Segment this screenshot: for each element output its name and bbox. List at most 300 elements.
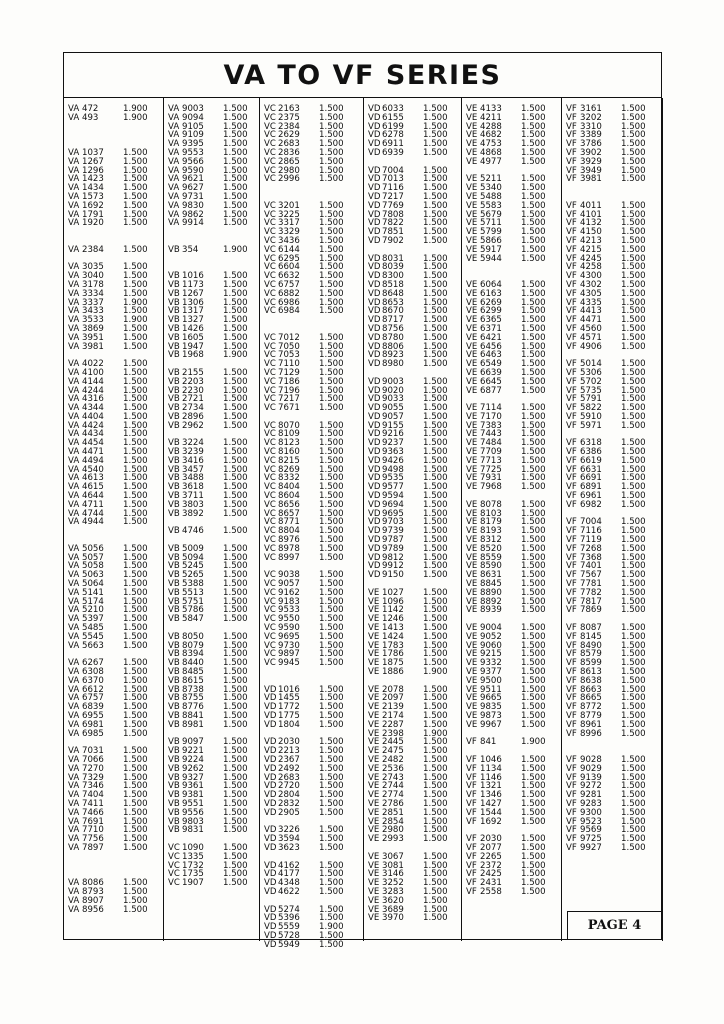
part-number: 9004 [480, 623, 502, 634]
part-number: 2558 [480, 886, 502, 897]
price: 1.500 [223, 411, 248, 422]
part-number: 9812 [382, 552, 404, 563]
series-code: VF [566, 262, 577, 273]
price: 1.900 [423, 728, 448, 739]
series-code: VE [466, 359, 478, 370]
series-code: VD [264, 763, 277, 774]
part-number: 5791 [580, 394, 602, 405]
series-code: VD [368, 385, 381, 396]
series-code: VC [264, 587, 276, 598]
price: 1.500 [621, 790, 646, 801]
part-number: 9052 [480, 631, 502, 642]
part-number: 2482 [382, 754, 404, 765]
series-code: VF [566, 517, 577, 528]
series-code: VF [566, 139, 577, 150]
part-number: 4316 [82, 394, 104, 405]
price: 1.500 [223, 491, 248, 502]
part-number: 9731 [182, 191, 204, 202]
price: 1.500 [521, 464, 546, 475]
series-code: VF [566, 719, 577, 730]
price: 1.500 [521, 640, 546, 651]
part-number: 2203 [182, 376, 204, 387]
series-code: VD [368, 279, 381, 290]
series-code: VB [168, 807, 180, 818]
price: 1.500 [319, 842, 344, 853]
title-box [64, 53, 661, 98]
list-item [562, 237, 662, 246]
price: 1.500 [123, 834, 148, 845]
price: 1.500 [223, 279, 248, 290]
price: 1.500 [123, 385, 148, 396]
price: 1.500 [123, 517, 148, 528]
price: 1.500 [423, 763, 448, 774]
price: 1.500 [621, 684, 646, 695]
series-code: VA [68, 834, 80, 845]
part-number: 1346 [480, 790, 502, 801]
series-code: VD [264, 842, 277, 853]
price: 1.500 [521, 499, 546, 510]
series-code: VF [566, 834, 577, 845]
part-number: 3949 [580, 165, 602, 176]
series-code: VC [264, 244, 276, 255]
series-code: VE [368, 851, 380, 862]
series-code: VF [566, 658, 577, 669]
price: 1.500 [123, 244, 148, 255]
price: 1.500 [621, 710, 646, 721]
part-number: 3711 [182, 491, 204, 502]
part-number: 6757 [82, 693, 104, 704]
list-item [562, 316, 662, 325]
series-code: VC [264, 429, 276, 440]
part-number: 9862 [182, 209, 204, 220]
price: 1.500 [621, 323, 646, 334]
price: 1.500 [423, 499, 448, 510]
price: 1.500 [319, 807, 344, 818]
price: 1.500 [423, 623, 448, 634]
part-number: 1413 [382, 623, 404, 634]
series-code: VE [466, 323, 478, 334]
price: 1.500 [319, 772, 344, 783]
part-number: 5799 [480, 227, 502, 238]
part-number: 5485 [82, 623, 104, 634]
column-1 [64, 98, 164, 941]
series-code: VD [368, 139, 381, 150]
series-code: VD [368, 438, 381, 449]
part-number: 8559 [480, 552, 502, 563]
series-code: VA [168, 112, 180, 123]
price: 1.500 [521, 420, 546, 431]
part-number: 4244 [82, 385, 104, 396]
price: 1.500 [521, 508, 546, 519]
list-gap [260, 184, 363, 193]
series-code: VB [168, 772, 180, 783]
series-code: VF [466, 772, 477, 783]
price: 1.500 [621, 675, 646, 686]
series-code: VB [168, 491, 180, 502]
part-number: 2683 [278, 772, 300, 783]
series-code: VB [168, 499, 180, 510]
part-number: 7902 [382, 235, 404, 246]
series-code: VD [368, 429, 381, 440]
part-number: 7268 [580, 543, 602, 554]
series-code: VA [168, 174, 180, 185]
list-item [562, 281, 662, 290]
price: 1.500 [521, 842, 546, 853]
part-number: 8103 [480, 508, 502, 519]
part-number: 2367 [278, 754, 300, 765]
part-number: 3035 [82, 262, 104, 273]
price: 1.500 [621, 640, 646, 651]
price: 1.500 [319, 904, 344, 915]
price: 1.500 [123, 596, 148, 607]
series-code: VE [466, 253, 478, 264]
price: 1.500 [123, 570, 148, 581]
price: 1.500 [423, 772, 448, 783]
series-code: VB [168, 658, 180, 669]
list-item [260, 721, 363, 730]
part-number: 1875 [382, 658, 404, 669]
list-item [462, 158, 561, 167]
price: 1.900 [223, 350, 248, 361]
part-number: 9038 [278, 570, 300, 581]
part-number: 4471 [580, 315, 602, 326]
part-number: 1804 [278, 719, 300, 730]
series-code: VF [466, 781, 477, 792]
series-code: VE [466, 552, 478, 563]
part-number: 6612 [82, 684, 104, 695]
part-number: 6267 [82, 658, 104, 669]
price: 1.500 [423, 561, 448, 572]
series-code: VC [264, 235, 276, 246]
part-number: 5917 [480, 244, 502, 255]
series-code: VE [368, 825, 380, 836]
part-number: 472 [82, 104, 99, 114]
part-number: 1735 [182, 869, 204, 880]
part-number: 8087 [580, 623, 602, 634]
series-code: VA [68, 112, 80, 123]
price: 1.500 [319, 271, 344, 282]
series-code: VE [466, 279, 478, 290]
list-item [260, 175, 363, 184]
series-code: VF [566, 710, 577, 721]
part-number: 3981 [82, 341, 104, 352]
series-code: VB [168, 763, 180, 774]
price: 1.500 [123, 183, 148, 194]
series-code: VF [566, 631, 577, 642]
part-number: 5559 [278, 922, 300, 933]
price: 1.500 [319, 359, 344, 370]
part-number: 9511 [480, 684, 502, 695]
price: 1.500 [319, 499, 344, 510]
price: 1.500 [521, 473, 546, 484]
part-number: 8490 [580, 640, 602, 651]
price: 1.500 [621, 341, 646, 352]
price: 1.500 [223, 499, 248, 510]
list-item [562, 765, 662, 774]
series-code: VF [566, 807, 577, 818]
part-number: 8613 [580, 667, 602, 677]
part-number: 7404 [82, 790, 104, 801]
price: 1.500 [521, 658, 546, 669]
price: 1.500 [621, 623, 646, 634]
price: 1.500 [123, 763, 148, 774]
series-code: VA [68, 895, 80, 906]
part-number: 4434 [82, 429, 104, 440]
part-number: 9695 [278, 631, 300, 642]
price: 1.500 [423, 323, 448, 334]
series-code: VF [566, 587, 577, 598]
series-code: VC [264, 535, 276, 546]
series-code: VE [466, 174, 478, 185]
series-code: VF [566, 403, 577, 414]
price: 1.500 [621, 139, 646, 150]
series-code: VB [168, 482, 180, 493]
series-code: VD [264, 684, 277, 695]
series-code: VE [368, 614, 380, 625]
part-number: 6463 [480, 350, 502, 361]
list-item [562, 448, 662, 457]
part-number: 5786 [182, 605, 204, 616]
series-code: VE [466, 605, 478, 616]
price: 1.500 [621, 315, 646, 326]
series-code: VA [168, 104, 180, 114]
price: 1.500 [123, 543, 148, 554]
part-number: 1146 [480, 772, 502, 783]
part-number: 4868 [480, 147, 502, 158]
series-code: VD [368, 174, 381, 185]
part-number: 7411 [82, 798, 104, 809]
list-item [562, 483, 662, 492]
price: 1.500 [621, 165, 646, 176]
price: 1.500 [123, 482, 148, 493]
list-gap [64, 123, 163, 132]
price: 1.500 [223, 323, 248, 334]
part-number: 5057 [82, 552, 104, 563]
price: 1.500 [223, 675, 248, 686]
price: 1.500 [319, 869, 344, 880]
series-code: VA [68, 104, 80, 114]
part-number: 3178 [82, 279, 104, 290]
series-code: VB [168, 367, 180, 378]
part-number: 2980 [278, 165, 300, 176]
price: 1.500 [319, 623, 344, 634]
list-gap [562, 193, 662, 202]
part-number: 7013 [382, 174, 404, 185]
part-number: 8776 [182, 702, 204, 713]
part-number: 3892 [182, 508, 204, 519]
price: 1.500 [123, 587, 148, 598]
part-number: 8404 [278, 482, 300, 493]
list-item [64, 518, 163, 527]
series-code: VF [566, 605, 577, 616]
series-code: VB [168, 684, 180, 695]
price: 1.500 [621, 367, 646, 378]
series-code: VF [566, 341, 577, 352]
price: 1.500 [423, 121, 448, 132]
list-item [364, 571, 461, 580]
price: 1.500 [123, 552, 148, 563]
series-code: VC [264, 306, 276, 317]
part-number: 2230 [182, 385, 204, 396]
part-number: 2804 [278, 790, 300, 801]
list-item [364, 914, 461, 923]
column-2 [164, 98, 260, 941]
part-number: 1046 [480, 754, 502, 765]
part-number: 7004 [580, 517, 602, 528]
part-number: 2174 [382, 710, 404, 721]
price: 1.500 [621, 535, 646, 546]
part-number: 2832 [278, 798, 300, 809]
series-code: VE [368, 834, 380, 845]
price: 1.500 [123, 447, 148, 458]
series-code: VC [264, 631, 276, 642]
series-code: VD [368, 455, 381, 466]
part-number: 8648 [382, 288, 404, 299]
series-code: VE [466, 667, 478, 677]
part-number: 8780 [382, 332, 404, 343]
series-code: VF [566, 798, 577, 809]
series-code: VB [168, 596, 180, 607]
part-number: 8717 [382, 315, 404, 326]
price: 1.500 [223, 754, 248, 765]
price: 1.500 [423, 737, 448, 748]
price: 1.500 [423, 200, 448, 211]
series-code: VA [168, 156, 180, 167]
price: 1.500 [423, 315, 448, 326]
series-code: VD [264, 825, 277, 836]
part-number: 9109 [182, 130, 204, 141]
part-number: 3201 [278, 200, 300, 211]
part-number: 8109 [278, 429, 300, 440]
price: 1.500 [423, 798, 448, 809]
price: 1.500 [423, 860, 448, 871]
series-code: VC [264, 341, 276, 352]
list-item [562, 149, 662, 158]
price: 1.500 [521, 798, 546, 809]
price: 1.500 [319, 385, 344, 396]
series-code: VA [68, 482, 80, 493]
series-code: VB [168, 719, 180, 730]
price: 1.500 [521, 667, 546, 677]
series-code: VD [368, 420, 381, 431]
series-code: VD [368, 473, 381, 484]
series-code: VF [566, 253, 577, 264]
series-code: VD [264, 878, 277, 889]
series-code: VE [466, 675, 478, 686]
series-code: VB [168, 570, 180, 581]
part-number: 1296 [82, 165, 104, 176]
price: 1.500 [123, 790, 148, 801]
price: 1.500 [319, 297, 344, 308]
series-code: VD [368, 403, 381, 414]
part-number: 4746 [182, 526, 204, 537]
price: 1.500 [319, 438, 344, 449]
price: 1.500 [123, 684, 148, 695]
part-number: 2683 [278, 139, 300, 150]
series-code: VF [566, 790, 577, 801]
series-code: VE [466, 411, 478, 422]
series-code: VA [68, 156, 80, 167]
part-number: 3389 [580, 130, 602, 141]
part-number: 6891 [580, 482, 602, 493]
series-code: VA [68, 816, 80, 827]
price: 1.500 [423, 719, 448, 730]
part-number: 9262 [182, 763, 204, 774]
series-code: VF [566, 684, 577, 695]
series-code: VE [466, 191, 478, 202]
price: 1.500 [521, 315, 546, 326]
part-number: 9897 [278, 649, 300, 660]
list-item [562, 158, 662, 167]
part-number: 8070 [278, 420, 300, 431]
series-code: VA [68, 798, 80, 809]
price: 1.500 [521, 860, 546, 871]
price: 1.500 [423, 535, 448, 546]
part-number: 4622 [278, 886, 300, 897]
price: 1.500 [621, 543, 646, 554]
list-gap [64, 527, 163, 536]
part-number: 9150 [382, 570, 404, 581]
price: 1.500 [223, 763, 248, 774]
list-item [562, 536, 662, 545]
series-code: VE [466, 710, 478, 721]
list-gap [260, 316, 363, 325]
price: 1.500 [521, 279, 546, 290]
price: 1.500 [223, 455, 248, 466]
price: 1.500 [223, 781, 248, 792]
series-code: VA [68, 218, 80, 229]
part-number: 8981 [182, 719, 204, 730]
list-item [562, 545, 662, 554]
series-code: VE [466, 350, 478, 361]
series-code: VE [466, 104, 478, 114]
price: 1.500 [319, 570, 344, 581]
series-code: VA [68, 710, 80, 721]
series-code: VD [368, 262, 381, 273]
part-number: 3067 [382, 851, 404, 862]
price: 1.500 [223, 719, 248, 730]
price: 1.500 [319, 526, 344, 537]
price: 1.500 [621, 279, 646, 290]
part-number: 1335 [182, 851, 204, 862]
series-code: VB [168, 790, 180, 801]
part-number: 6604 [278, 262, 300, 273]
list-item [562, 211, 662, 220]
list-item [562, 360, 662, 369]
price: 1.500 [621, 156, 646, 167]
price: 1.500 [123, 614, 148, 625]
series-code: VD [264, 930, 277, 941]
price: 1.500 [423, 262, 448, 273]
series-code: VD [368, 359, 381, 370]
series-code: VC [264, 640, 276, 651]
price: 1.500 [423, 271, 448, 282]
part-number: 8440 [182, 658, 204, 669]
price: 1.500 [319, 614, 344, 625]
price: 1.500 [621, 763, 646, 774]
series-code: VB [168, 526, 180, 537]
price: 1.500 [621, 482, 646, 493]
price: 1.500 [223, 842, 248, 853]
series-code: VE [368, 737, 380, 748]
price: 1.500 [319, 104, 344, 114]
part-number: 9556 [182, 807, 204, 818]
part-number: 9914 [182, 218, 204, 229]
part-number: 9216 [382, 429, 404, 440]
price: 1.500 [123, 508, 148, 519]
list-item [562, 175, 662, 184]
part-number: 8841 [182, 710, 204, 721]
